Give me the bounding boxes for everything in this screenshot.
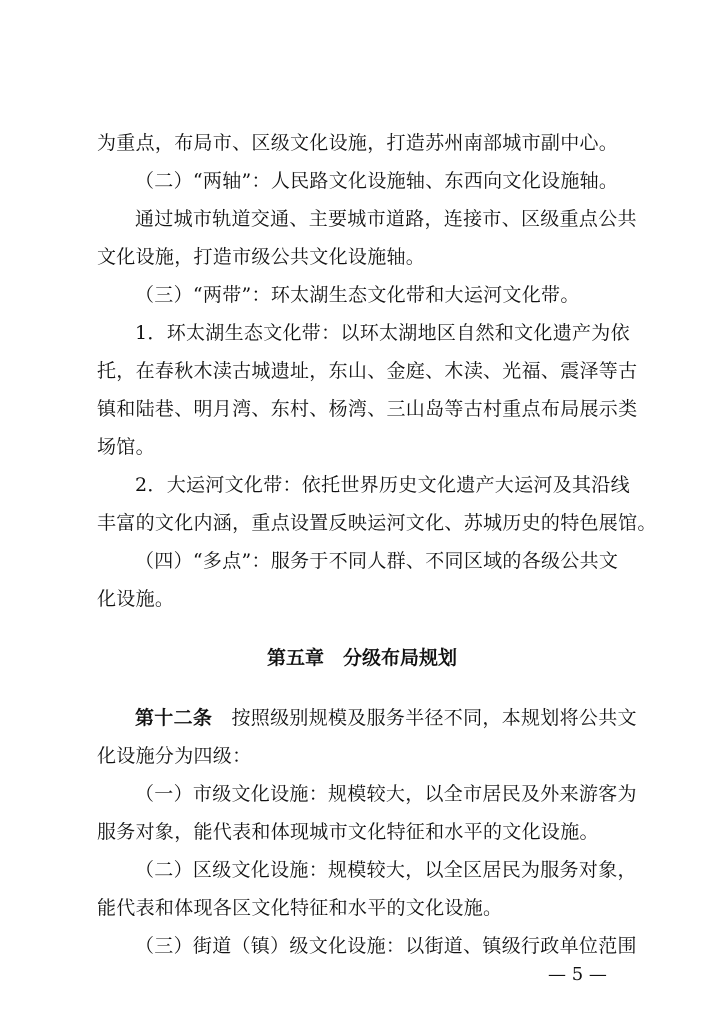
text-line: 化设施分为四级： [97,745,252,767]
text-line: 镇和陆巷、明月湾、东村、杨湾、三山岛等古村重点布局展示类 [97,398,638,420]
text-line: （三）街道（镇）级文化设施：以街道、镇级行政单位范围 [135,935,637,957]
chapter-heading: 第五章 分级布局规划 [266,647,457,669]
page-number: — 5 — [548,964,607,985]
article-line [135,700,637,736]
text-line: 化设施。 [97,588,175,610]
text-line: 托，在春秋木渎古城遗址，东山、金庭、木渎、光福、震泽等古 [97,360,638,382]
text-line: 丰富的文化内涵，重点设置反映运河文化、苏城历史的特色展馆。 [97,512,657,534]
text-line: （一）市级文化设施：规模较大，以全市居民及外来游客为 [135,783,637,805]
text-line: 文化设施，打造市级公共文化设施轴。 [97,246,426,268]
text-line: 通过城市轨道交通、主要城市道路，连接市、区级重点公共 [135,208,637,230]
article-text: 按照级别规模及服务半径不同，本规划将公共文 [212,707,637,729]
text-line: （三）“两带”：环太湖生态文化带和大运河文化带。 [135,284,580,306]
text-line: 2．大运河文化带：依托世界历史文化遗产大运河及其沿线 [135,474,630,496]
text-line: 能代表和体现各区文化特征和水平的文化设施。 [97,897,503,919]
article-number: 第十二条 [135,707,213,729]
text-line: 服务对象，能代表和体现城市文化特征和水平的文化设施。 [97,821,599,843]
text-line: 场馆。 [97,436,155,458]
text-line: （二）区级文化设施：规模较大，以全区居民为服务对象， [135,859,637,881]
text-line: 为重点，布局市、区级文化设施，打造苏州南部城市副中心。 [97,132,619,154]
text-line: （四）“多点”：服务于不同人群、不同区域的各级公共文 [135,550,619,572]
text-line: 1．环太湖生态文化带：以环太湖地区自然和文化遗产为依 [135,322,630,344]
text-line: （二）“两轴”：人民路文化设施轴、东西向文化设施轴。 [135,170,619,192]
